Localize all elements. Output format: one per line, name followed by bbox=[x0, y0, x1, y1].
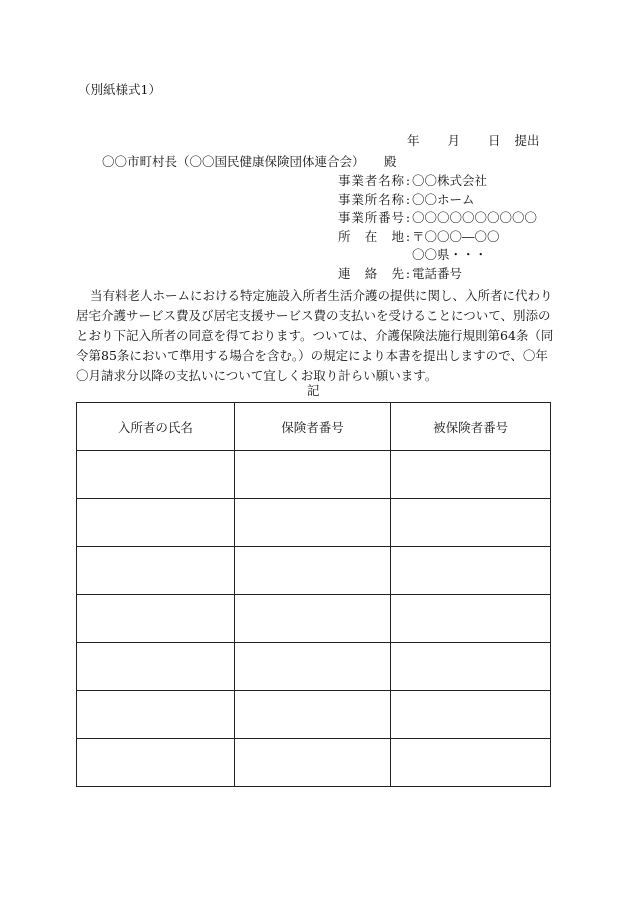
cell-resident-name[interactable] bbox=[77, 595, 235, 643]
info-label: 事業所名称 bbox=[338, 192, 404, 207]
info-row-office-number: 事業所番号 : 〇〇〇〇〇〇〇〇〇〇 bbox=[338, 210, 538, 225]
info-row-office-name: 事業所名称 : 〇〇ホーム bbox=[338, 192, 475, 207]
form-number: （別紙様式1） bbox=[78, 82, 161, 97]
table-row bbox=[77, 451, 551, 499]
info-value: 〇〇株式会社 bbox=[412, 173, 488, 188]
cell-insured-number[interactable] bbox=[391, 547, 551, 595]
info-label: 連 絡 先 bbox=[338, 266, 404, 281]
info-row-address: 所 在 地 : 〒〇〇〇―〇〇 bbox=[338, 229, 500, 244]
cell-insurer-number[interactable] bbox=[234, 595, 391, 643]
honorific: 殿 bbox=[384, 154, 397, 169]
cell-insurer-number[interactable] bbox=[234, 739, 391, 787]
body-paragraph: 当有料老人ホームにおける特定施設入所者生活介護の提供に関し、入所者に代わり居宅介護サービス費及び居宅支援サービス費の支払いを受けることについて、別添のとおり下記入所者の同意を得ております。ついては、介護保険法施行規則第64条（同令第85条において準用する場合を含む。）の規定により本書を提出しますので、〇年〇月請求分以降の支払いについて宜しくお取り計らい願います。 bbox=[76, 288, 554, 383]
cell-resident-name[interactable] bbox=[77, 451, 235, 499]
cell-insured-number[interactable] bbox=[391, 499, 551, 547]
info-label: 事業者名称 bbox=[338, 173, 404, 188]
header-resident-name: 入所者の氏名 bbox=[77, 403, 235, 451]
date-year: 年 bbox=[407, 133, 420, 148]
cell-insurer-number[interactable] bbox=[234, 643, 391, 691]
table-row bbox=[77, 691, 551, 739]
date-submitted: 提出 bbox=[514, 133, 540, 148]
cell-insurer-number[interactable] bbox=[234, 499, 391, 547]
cell-resident-name[interactable] bbox=[77, 547, 235, 595]
info-label: 事業所番号 bbox=[338, 210, 404, 225]
info-row-contact: 連 絡 先 : 電話番号 bbox=[338, 266, 463, 281]
cell-resident-name[interactable] bbox=[77, 499, 235, 547]
cell-resident-name[interactable] bbox=[77, 691, 235, 739]
header-insured-number: 被保険者番号 bbox=[391, 403, 551, 451]
info-value: 〒〇〇〇―〇〇 bbox=[412, 229, 500, 244]
info-value: 〇〇県・・・ bbox=[412, 247, 488, 262]
cell-resident-name[interactable] bbox=[77, 643, 235, 691]
info-value: 〇〇ホーム bbox=[412, 192, 475, 207]
cell-insured-number[interactable] bbox=[391, 451, 551, 499]
cell-resident-name[interactable] bbox=[77, 739, 235, 787]
info-value: 電話番号 bbox=[412, 266, 463, 281]
ki-heading: 記 bbox=[307, 383, 320, 398]
info-label: 所 在 地 bbox=[338, 229, 404, 244]
cell-insurer-number[interactable] bbox=[234, 691, 391, 739]
header-insurer-number: 保険者番号 bbox=[234, 403, 391, 451]
cell-insured-number[interactable] bbox=[391, 595, 551, 643]
resident-table bbox=[76, 402, 551, 787]
table-header-row bbox=[77, 403, 551, 451]
info-row-address-2 bbox=[338, 249, 487, 262]
table-row bbox=[77, 739, 551, 787]
cell-insured-number[interactable] bbox=[391, 643, 551, 691]
cell-insured-number[interactable] bbox=[391, 739, 551, 787]
cell-insured-number[interactable] bbox=[391, 691, 551, 739]
recipient: 〇〇市町村長（〇〇国民健康保険団体連合会） bbox=[102, 154, 365, 169]
info-row-business-name: 事業者名称 : 〇〇株式会社 bbox=[338, 173, 488, 188]
info-value: 〇〇〇〇〇〇〇〇〇〇 bbox=[412, 210, 538, 225]
table-row bbox=[77, 595, 551, 643]
date-line bbox=[407, 135, 540, 148]
date-day: 日 bbox=[488, 133, 501, 148]
table-row bbox=[77, 547, 551, 595]
table-row bbox=[77, 499, 551, 547]
table-row bbox=[77, 643, 551, 691]
cell-insurer-number[interactable] bbox=[234, 451, 391, 499]
date-month: 月 bbox=[447, 133, 461, 148]
cell-insurer-number[interactable] bbox=[234, 547, 391, 595]
